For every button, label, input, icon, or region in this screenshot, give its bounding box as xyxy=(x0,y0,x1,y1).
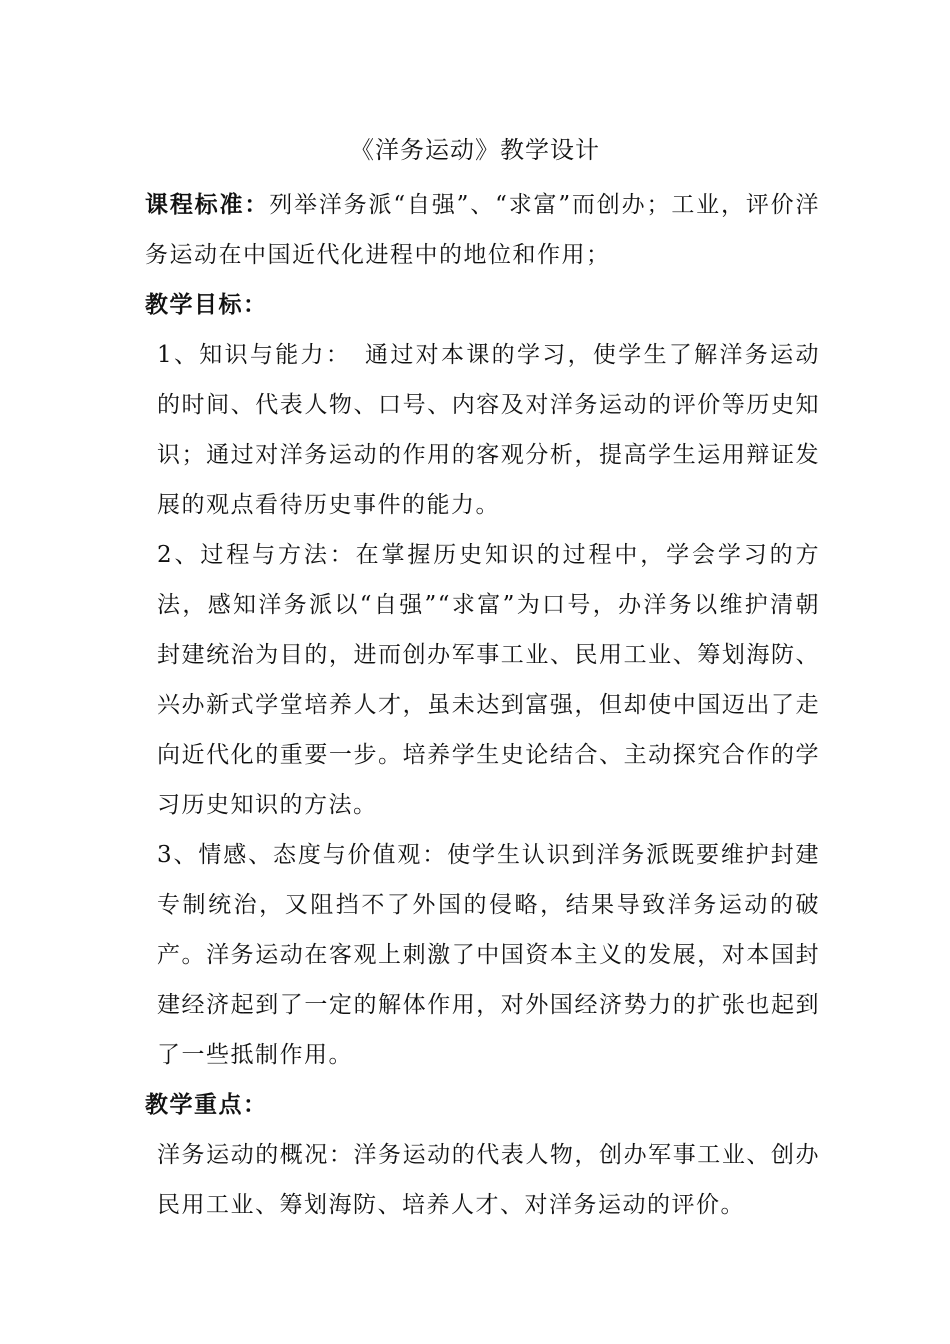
objective-process-method: 2、过程与方法：在掌握历史知识的过程中，学会学习的方法，感知洋务派以“自强”“求富”为口号，办洋务以维护清朝封建统治为目的，进而创办军事工业、民用工业、筹划海防、兴办新式学堂培养人才，虽未达到富强，但却使中国迈出了走向近代化的重要一步。培养学生史论结合、主动探究合作的学习历史知识的方法。 xyxy=(157,542,820,818)
objective-emotion-values: 3、情感、态度与价值观：使学生认识到洋务派既要维护封建专制统治，又阻挡不了外国的侵略，结果导致洋务运动的破产。洋务运动在客观上刺激了中国资本主义的发展，对本国封建经济起到了一定的解体作用，对外国经济势力的扩张也起到了一些抵制作用。 xyxy=(157,842,820,1068)
document-body xyxy=(145,180,820,1230)
document-title: 《洋务运动》教学设计 xyxy=(350,136,600,164)
objective-knowledge-ability: 1、知识与能力： 通过对本课的学习，使学生了解洋务运动的时间、代表人物、口号、内容及对洋务运动的评价等历史知识；通过对洋务运动的作用的客观分析，提高学生运用辩证发展的观点看待历史事件的能力。 xyxy=(157,342,820,518)
curriculum-standard-text: 列举洋务派“自强”、“求富”而创办；工业，评价洋务运动在中国近代化进程中的地位和作用； xyxy=(145,192,821,268)
curriculum-standard-paragraph xyxy=(145,180,820,280)
teaching-objectives-heading: 教学目标： xyxy=(145,291,268,318)
key-points-text: 洋务运动的概况：洋务运动的代表人物，创办军事工业、创办民用工业、筹划海防、培养人才、对洋务运动的评价。 xyxy=(157,1142,820,1218)
curriculum-standard-label: 课程标准： xyxy=(145,191,270,218)
key-points-heading: 教学重点： xyxy=(145,1091,268,1118)
